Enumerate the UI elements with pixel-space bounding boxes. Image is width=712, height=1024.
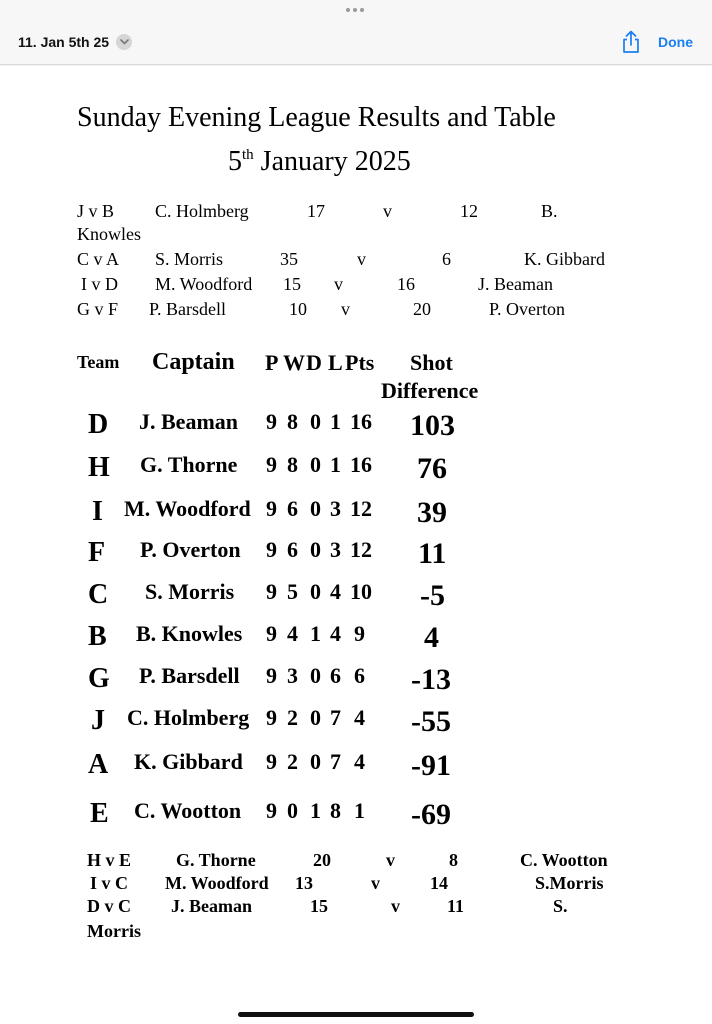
table-team: I xyxy=(92,496,103,527)
table-points: 10 xyxy=(350,579,372,604)
table-drawn: 0 xyxy=(310,705,321,730)
fixture-home-captain: G. Thorne xyxy=(176,850,256,870)
result-versus: v xyxy=(383,201,392,221)
table-shot-difference: -5 xyxy=(420,579,445,612)
header-difference: Difference xyxy=(381,378,479,403)
table-lost: 3 xyxy=(330,496,341,521)
fixture-match: I v C xyxy=(90,873,129,893)
table-won: 6 xyxy=(287,496,298,521)
result-away-score: 16 xyxy=(397,274,415,294)
table-played: 9 xyxy=(266,579,277,604)
table-drawn: 0 xyxy=(310,663,321,688)
table-drawn: 1 xyxy=(310,621,321,646)
table-played: 9 xyxy=(266,749,277,774)
table-captain: J. Beaman xyxy=(139,409,238,434)
fixture-away-captain: S. xyxy=(553,896,568,916)
result-match: C v A xyxy=(77,249,120,269)
table-points: 16 xyxy=(350,452,372,477)
table-points: 16 xyxy=(350,409,372,434)
header-played: P xyxy=(265,350,279,375)
result-away-captain: B. xyxy=(541,201,558,221)
table-captain: G. Thorne xyxy=(140,452,238,477)
table-shot-difference: -69 xyxy=(411,798,451,831)
table-points: 4 xyxy=(354,749,365,774)
table-captain: M. Woodford xyxy=(124,496,251,521)
result-match: G v F xyxy=(77,299,119,319)
table-drawn: 1 xyxy=(310,798,321,823)
table-lost: 6 xyxy=(330,663,341,688)
table-lost: 1 xyxy=(330,452,341,477)
table-points: 12 xyxy=(350,537,372,562)
result-away-captain: K. Gibbard xyxy=(524,249,605,269)
table-team: D xyxy=(88,409,109,440)
table-played: 9 xyxy=(266,496,277,521)
fixture-match: H v E xyxy=(87,850,132,870)
document-title-menu[interactable] xyxy=(18,34,132,50)
result-away-score: 6 xyxy=(442,249,451,269)
table-drawn: 0 xyxy=(310,496,321,521)
table-shot-difference: 4 xyxy=(424,621,439,654)
table-team: G xyxy=(88,663,110,694)
table-points: 4 xyxy=(354,705,365,730)
document-heading: Sunday Evening League Results and Table xyxy=(77,102,556,133)
table-shot-difference: 103 xyxy=(410,409,455,442)
result-away-captain: P. Overton xyxy=(489,299,565,319)
fixture-away-captain-cont: Morris xyxy=(87,921,141,941)
table-shot-difference: 11 xyxy=(418,537,447,570)
fixture-away-score: 8 xyxy=(449,850,458,870)
home-indicator[interactable] xyxy=(238,1012,474,1017)
table-captain: C. Holmberg xyxy=(127,705,250,730)
table-played: 9 xyxy=(266,705,277,730)
table-shot-difference: -91 xyxy=(411,749,451,782)
table-points: 6 xyxy=(354,663,365,688)
table-lost: 4 xyxy=(330,621,341,646)
header-drawn: D xyxy=(306,350,322,375)
table-won: 8 xyxy=(287,409,298,434)
fixture-away-score: 11 xyxy=(447,896,465,916)
result-home-score: 17 xyxy=(307,201,325,221)
table-played: 9 xyxy=(266,537,277,562)
table-played: 9 xyxy=(266,663,277,688)
document-title: 11. Jan 5th 25 xyxy=(18,34,110,50)
table-won: 4 xyxy=(287,621,298,646)
result-match: I v D xyxy=(81,274,118,294)
fixture-home-score: 20 xyxy=(313,850,331,870)
table-captain: B. Knowles xyxy=(136,621,243,646)
fixture-versus: v xyxy=(371,873,380,893)
table-lost: 4 xyxy=(330,579,341,604)
table-drawn: 0 xyxy=(310,749,321,774)
fixture-versus: v xyxy=(391,896,400,916)
table-team: H xyxy=(88,452,110,483)
table-won: 6 xyxy=(287,537,298,562)
result-home-captain: P. Barsdell xyxy=(149,299,227,319)
table-won: 2 xyxy=(287,705,298,730)
table-lost: 8 xyxy=(330,798,341,823)
header-lost: L xyxy=(328,350,343,375)
fixture-versus: v xyxy=(386,850,395,870)
result-home-score: 15 xyxy=(283,274,301,294)
table-lost: 3 xyxy=(330,537,341,562)
result-away-captain: J. Beaman xyxy=(478,274,553,294)
table-points: 1 xyxy=(354,798,365,823)
share-icon[interactable] xyxy=(620,30,642,54)
table-drawn: 0 xyxy=(310,579,321,604)
fixture-home-score: 13 xyxy=(295,873,313,893)
table-captain: S. Morris xyxy=(145,579,235,604)
fixture-home-captain: M. Woodford xyxy=(165,873,269,893)
header-captain: Captain xyxy=(152,349,235,375)
fixture-home-captain: J. Beaman xyxy=(171,896,252,916)
chevron-down-icon[interactable] xyxy=(116,34,132,50)
table-captain: P. Overton xyxy=(140,537,241,562)
table-played: 9 xyxy=(266,409,277,434)
result-away-score: 12 xyxy=(460,201,478,221)
table-drawn: 0 xyxy=(310,409,321,434)
table-won: 8 xyxy=(287,452,298,477)
table-won: 3 xyxy=(287,663,298,688)
table-team: C xyxy=(88,579,109,610)
table-won: 2 xyxy=(287,749,298,774)
result-home-captain: M. Woodford xyxy=(155,274,253,294)
window-grabber[interactable] xyxy=(346,8,364,12)
table-shot-difference: 76 xyxy=(417,452,447,485)
table-played: 9 xyxy=(266,621,277,646)
fixture-home-score: 15 xyxy=(310,896,328,916)
result-away-score: 20 xyxy=(413,299,431,319)
document-page xyxy=(0,66,712,1024)
table-shot-difference: 39 xyxy=(417,496,447,529)
table-shot-difference: -55 xyxy=(411,705,451,738)
result-versus: v xyxy=(341,299,350,319)
result-versus: v xyxy=(357,249,366,269)
header-won: W xyxy=(283,350,305,375)
result-home-score: 10 xyxy=(289,299,307,319)
result-match: J v B xyxy=(77,201,115,221)
done-button[interactable]: Done xyxy=(658,34,693,50)
table-lost: 1 xyxy=(330,409,341,434)
result-home-captain: S. Morris xyxy=(155,249,224,269)
header-points: Pts xyxy=(345,350,375,375)
fixture-away-captain: S.Morris xyxy=(535,873,604,893)
table-captain: C. Wootton xyxy=(134,798,242,823)
result-home-captain: C. Holmberg xyxy=(155,201,249,221)
table-team: J xyxy=(91,705,105,736)
table-team: E xyxy=(90,798,109,829)
top-bar xyxy=(0,0,712,65)
header-team: Team xyxy=(77,352,120,372)
header-shot: Shot xyxy=(410,350,453,375)
table-team: A xyxy=(88,749,109,780)
table-lost: 7 xyxy=(330,705,341,730)
table-captain: P. Barsdell xyxy=(139,663,240,688)
table-team: B xyxy=(88,621,107,652)
result-home-score: 35 xyxy=(280,249,298,269)
table-lost: 7 xyxy=(330,749,341,774)
table-played: 9 xyxy=(266,798,277,823)
table-won: 0 xyxy=(287,798,298,823)
table-played: 9 xyxy=(266,452,277,477)
table-drawn: 0 xyxy=(310,537,321,562)
document-date: 5th January 2025 xyxy=(228,146,411,177)
fixture-match: D v C xyxy=(87,896,131,916)
table-captain: K. Gibbard xyxy=(134,749,243,774)
table-drawn: 0 xyxy=(310,452,321,477)
table-won: 5 xyxy=(287,579,298,604)
table-points: 9 xyxy=(354,621,365,646)
fixture-away-captain: C. Wootton xyxy=(520,850,608,870)
result-versus: v xyxy=(334,274,343,294)
fixture-away-score: 14 xyxy=(430,873,448,893)
table-team: F xyxy=(88,537,106,568)
table-points: 12 xyxy=(350,496,372,521)
table-shot-difference: -13 xyxy=(411,663,451,696)
result-away-captain-cont: Knowles xyxy=(77,224,141,244)
